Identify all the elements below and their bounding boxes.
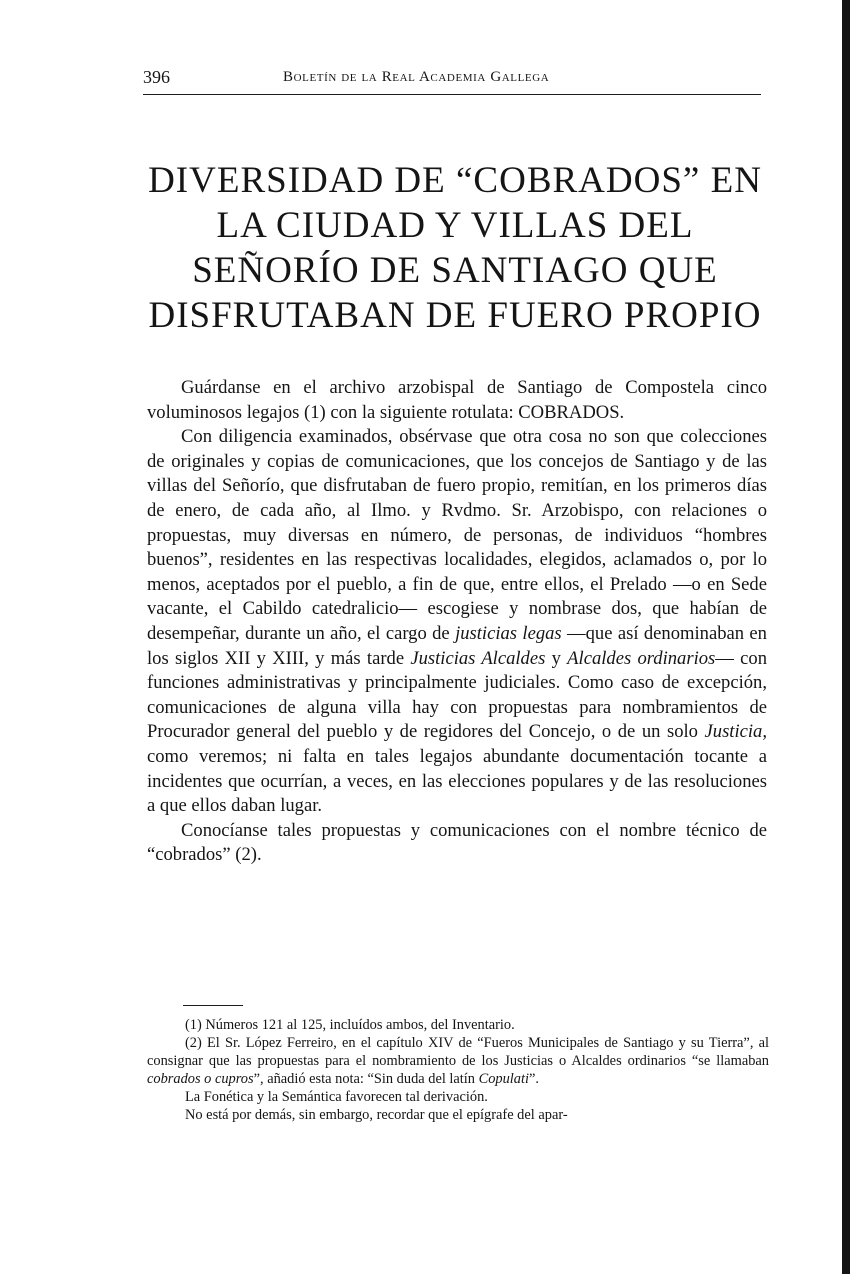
term-copulati: Copulati	[478, 1071, 529, 1087]
paragraph-1	[147, 376, 767, 425]
footnote-3: La Fonética y la Semántica favorecen tal derivación.	[185, 1089, 488, 1105]
article-body	[147, 376, 767, 868]
article-title: DIVERSIDAD DE “COBRADOS” EN LA CIUDAD Y VILLAS DEL SEÑORÍO DE SANTIAGO QUE DISFRUTABAN DE FUERO PROPIO	[148, 160, 762, 336]
footnote-2	[147, 1034, 769, 1088]
paragraph-3	[147, 819, 767, 868]
paragraph-2-text-1: Con diligencia examinados, obsérvase que otra cosa no son que colecciones de originales y copias de comunicaciones, que los concejos de Santiago y de las villas del Señorío, que disfrutaban de fuero propio, remitían, en los primeros días de enero, de cada año, al Ilmo. y Rvdmo. Sr. Arzobispo, con relaciones o propuestas, muy diversas en número, de personas, de individuos “hombres buenos”, residentes en las respectivas localidades, elegidos, aclamados o, por lo menos, aceptados por el pueblo, a fin de que, entre ellos, el Prelado —o en Sede vacante, el Cabildo catedralicio— escogiese y nombrase dos, que habían de desempeñar, durante un año, el cargo de	[147, 426, 767, 644]
page-number: 396	[143, 67, 170, 87]
term-cobrados-o-cupros: cobrados o cupros	[147, 1071, 254, 1087]
paragraph-2-text-2: —que así denominaban en los siglos XII y XIII, y más tarde	[147, 622, 767, 669]
page-edge-shadow	[842, 0, 850, 1274]
term-alcaldes-ordinarios: Alcaldes ordinarios	[567, 647, 716, 669]
paragraph-2-text-4: — con funciones administrativas y principalmente judiciales. Como caso de excepción, comunicaciones de alguna villa hay con propuestas para nombramientos de Procurador general del pueblo y de regidores del Concejo, o de un solo	[147, 647, 767, 743]
running-header	[143, 66, 761, 95]
term-justicias-legas: justicias legas	[455, 622, 562, 644]
paragraph-2-text-5: como veremos; ni falta en tales legajos abundante documentación tocante a incidentes que ocurrían, a veces, en las elecciones populares y de las resoluciones a que ellos daban lugar.	[147, 745, 767, 817]
footnote-4: No está por demás, sin embargo, recordar que el epígrafe del apar-	[185, 1107, 568, 1123]
paragraph-2-text-3: y	[545, 647, 568, 669]
term-justicia: Justicia,	[704, 721, 767, 743]
footnote-2-text-2: ”, añadió esta nota: “Sin duda del latín	[253, 1071, 479, 1087]
footnote-2-text-3: ”.	[528, 1071, 539, 1087]
paragraph-3-text: Conocíanse tales propuestas y comunicaciones con el nombre técnico de “cobrados” (2).	[147, 819, 767, 866]
footnote-2-text-1: (2) El Sr. López Ferreiro, en el capítulo XIV de “Fueros Municipales de Santiago y su Tierra”, al consignar que las propuestas para el nombramiento de los Justicias o Alcaldes ordinarios “se llamaban	[147, 1035, 769, 1069]
footnote-1: (1) Números 121 al 125, incluídos ambos, del Inventario.	[185, 1017, 515, 1033]
term-justicias-alcaldes: Justicias Alcaldes	[410, 647, 546, 669]
paragraph-2	[147, 425, 767, 819]
footnotes	[147, 1016, 769, 1124]
paragraph-1-text: Guárdanse en el archivo arzobispal de Santiago de Compostela cinco voluminosos legajos (1) con la siguiente rotulata: COBRADOS.	[147, 377, 767, 423]
journal-title: Boletín de la Real Academia Gallega	[283, 69, 550, 85]
footnote-divider	[183, 1005, 243, 1006]
